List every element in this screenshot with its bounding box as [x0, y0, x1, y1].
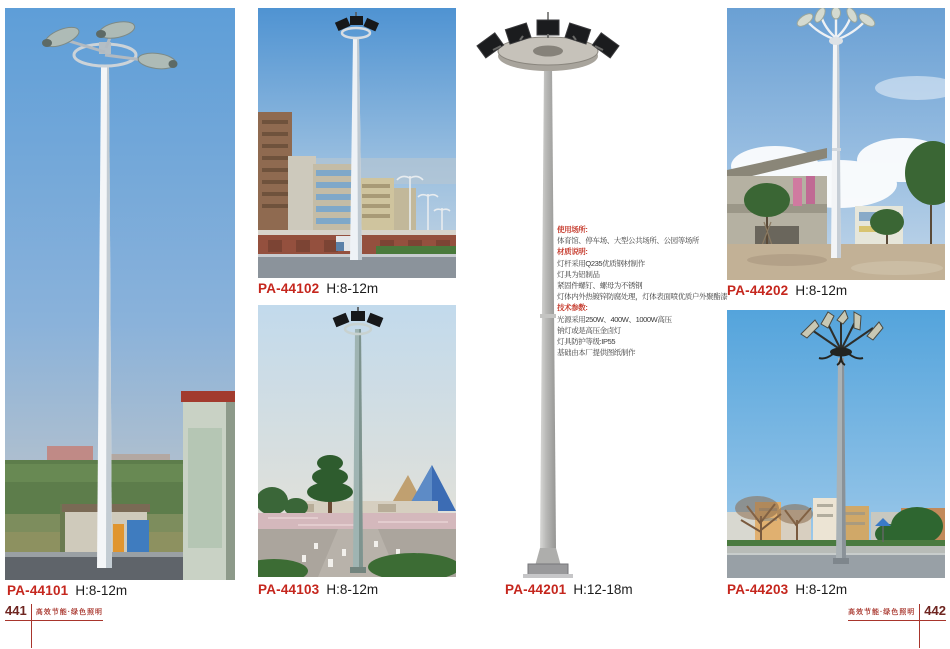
usage-title: 使用场所: [557, 225, 588, 234]
product-height: H:12-18m [573, 582, 633, 597]
product-height: H:8-12m [326, 582, 379, 597]
usage-line: 体育馆、停车场、大型公共场所、公园等场所 [557, 236, 699, 246]
material-line: 灯杆采用Q235优质钢材制作 [557, 258, 645, 268]
product-height: H:8-12m [326, 281, 379, 296]
product-code: PA-44201 [505, 582, 567, 597]
footer-slogan-right: 高效节能·绿色照明 [847, 609, 916, 616]
product-label-pa-44102 [258, 281, 378, 297]
material-line: 紧固件螺钉、螺母为不锈钢 [557, 281, 643, 291]
product-height: H:8-12m [795, 582, 848, 597]
footer-left [5, 604, 103, 621]
material-title: 材质说明: [557, 247, 588, 257]
material-line: 灯体内外热镀锌防腐处理，灯体表面喷优质户外聚酯漆 [557, 292, 728, 302]
tech-line: 钠灯或是高压金卤灯 [557, 325, 621, 335]
material-line: 灯具为铝制品 [557, 269, 600, 279]
photo-pa-44202-plaza-lamp [727, 8, 945, 280]
page-number-right: 442 [924, 603, 946, 618]
tech-title: 技术参数: [557, 303, 588, 313]
product-label-pa-44203 [727, 582, 847, 598]
product-height: H:8-12m [795, 283, 848, 298]
product-label-pa-44103 [258, 582, 378, 598]
tech-line: 光源采用250W、400W、1000W高压 [557, 314, 672, 324]
tech-line: 灯具防护等级:IP55 [557, 337, 616, 347]
product-code: PA-44202 [727, 283, 789, 298]
product-label-pa-44201 [505, 582, 633, 598]
footer-slogan-left: 高效节能·绿色照明 [35, 609, 104, 616]
photo-pa-44101-street-lamp [5, 8, 235, 580]
product-code: PA-44203 [727, 582, 789, 597]
product-code: PA-44102 [258, 281, 320, 296]
product-height: H:8-12m [75, 583, 128, 598]
footer-right [848, 604, 946, 621]
product-label-pa-44202 [727, 283, 847, 299]
product-label-pa-44101 [7, 583, 127, 599]
product-code: PA-44101 [7, 583, 69, 598]
page-number-left: 441 [5, 603, 27, 618]
tech-line: 基础由本厂提供图纸制作 [557, 348, 636, 358]
photo-pa-44203-decorative-lamp [727, 310, 945, 578]
product-code: PA-44103 [258, 582, 320, 597]
